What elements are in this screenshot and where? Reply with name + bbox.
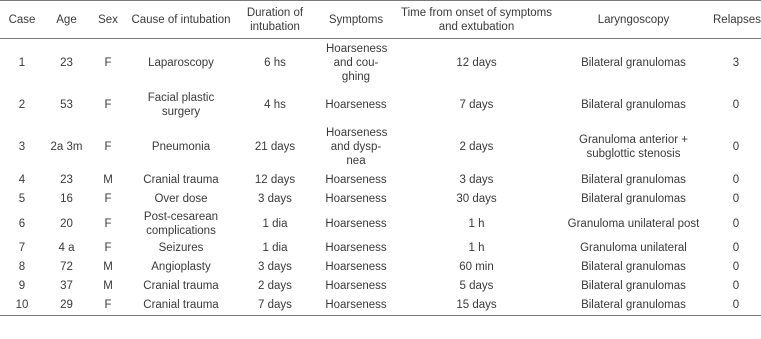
- cell-case: 8: [18, 261, 26, 273]
- cell-symptoms: [315, 39, 397, 87]
- symptoms-text: Hoarseness and dysp-nea: [326, 126, 388, 167]
- table-row: [0, 296, 761, 316]
- header-laryngoscopy: Laryngoscopy: [556, 1, 711, 39]
- cell-sex: F: [104, 242, 112, 254]
- cell-age: 72: [60, 261, 73, 273]
- table-row: [0, 190, 761, 209]
- cell-case: 5: [18, 193, 26, 205]
- cell-relapses: 0: [732, 280, 740, 292]
- cell-relapses: 0: [732, 242, 740, 254]
- cell-laryngoscopy: Bilateral granulomas: [581, 174, 686, 186]
- table-row: [0, 171, 761, 190]
- cell-time: 60 min: [459, 261, 494, 273]
- cell-case: 9: [18, 280, 26, 292]
- header-relapses: Relapses: [711, 1, 761, 39]
- cell-relapses: 0: [732, 140, 740, 153]
- cell-age: 29: [44, 296, 89, 316]
- cell-cause: Cranial trauma: [127, 296, 235, 316]
- cell-age: 53: [60, 98, 73, 111]
- cell-time: 7 days: [459, 98, 494, 111]
- cell-symptoms: [315, 123, 397, 171]
- table-row: [0, 258, 761, 277]
- cell-duration: 6 hs: [264, 56, 286, 69]
- cell-age: 20: [60, 217, 73, 230]
- cell-relapses: 0: [732, 174, 740, 186]
- cell-sex: F: [104, 193, 112, 205]
- header-sex: Sex: [89, 1, 127, 39]
- cell-sex: M: [103, 174, 113, 186]
- header-age: Age: [44, 1, 89, 39]
- header-case: Case: [0, 1, 44, 39]
- cell-cause: Over dose: [154, 193, 208, 205]
- cell-case: 3: [18, 140, 26, 153]
- cell-sex: M: [103, 261, 113, 273]
- cell-time: 12 days: [456, 56, 497, 69]
- cell-relapses: 0: [711, 296, 761, 316]
- cell-symptoms: Hoarseness: [325, 193, 387, 205]
- cell-laryngoscopy: Granuloma unilateral: [580, 242, 687, 254]
- header-cause: Cause of intubation: [127, 1, 235, 39]
- cell-sex: M: [103, 280, 113, 292]
- cell-age: 23: [60, 56, 73, 69]
- cell-cause: Angioplasty: [151, 261, 211, 273]
- cell-duration: 7 days: [235, 296, 315, 316]
- cell-duration: 3 days: [258, 193, 292, 205]
- cell-case: 2: [18, 98, 26, 111]
- cell-sex: F: [104, 98, 112, 111]
- cell-laryngoscopy: Bilateral granulomas: [581, 56, 686, 69]
- cell-duration: 3 days: [258, 261, 292, 273]
- cell-symptoms: Hoarseness: [325, 217, 387, 230]
- cell-case: 7: [18, 242, 26, 254]
- cell-cause: Facial plastic surgery: [147, 91, 215, 118]
- cell-age: 4 a: [58, 242, 75, 254]
- cell-time: 5 days: [459, 280, 494, 292]
- cell-symptoms: Hoarseness: [325, 280, 387, 292]
- cell-cause: Seizures: [158, 242, 204, 254]
- table-row: [0, 123, 761, 171]
- cell-laryngoscopy: Bilateral granulomas: [581, 98, 686, 111]
- cell-symptoms: Hoarseness: [315, 296, 397, 316]
- cell-sex: F: [104, 217, 112, 230]
- cell-duration: 2 days: [258, 280, 292, 292]
- header-time: Time from onset of symptoms and extubation: [397, 1, 556, 39]
- cell-age: 2a 3m: [50, 140, 83, 153]
- header-row: [0, 1, 761, 39]
- cell-sex: F: [104, 56, 112, 69]
- cell-case: 6: [18, 217, 26, 230]
- cell-cause: Pneumonia: [151, 140, 211, 153]
- cell-time: 1 h: [468, 242, 485, 254]
- cell-age: 16: [60, 193, 73, 205]
- cell-time: 2 days: [459, 140, 494, 153]
- cell-time: 3 days: [459, 174, 494, 186]
- table-row: [0, 277, 761, 296]
- cell-cause: Cranial trauma: [143, 174, 219, 186]
- cell-symptoms: Hoarseness: [325, 242, 387, 254]
- cell-duration: 21 days: [254, 140, 296, 153]
- cell-time: 15 days: [397, 296, 556, 316]
- cell-laryngoscopy: Bilateral granulomas: [556, 296, 711, 316]
- cell-sex: F: [89, 296, 127, 316]
- cell-time: 1 h: [468, 217, 485, 230]
- cell-cause: Laparoscopy: [148, 56, 214, 69]
- table-row: [0, 209, 761, 239]
- cell-sex: F: [104, 140, 112, 153]
- cell-laryngoscopy: Bilateral granulomas: [581, 261, 686, 273]
- table-row: [0, 87, 761, 123]
- cell-duration: 1 dia: [262, 217, 288, 230]
- cell-laryngoscopy: Bilateral granulomas: [581, 280, 686, 292]
- header-duration: Duration of intubation: [235, 1, 315, 39]
- cell-symptoms: Hoarseness: [325, 98, 387, 111]
- cell-relapses: 0: [732, 217, 740, 230]
- table-row: [0, 39, 761, 87]
- cell-case: 1: [18, 56, 26, 69]
- symptoms-text: Hoarseness and cou-ghing: [326, 42, 388, 83]
- cell-symptoms: Hoarseness: [325, 174, 387, 186]
- cell-cause: Cranial trauma: [143, 280, 219, 292]
- cell-age: 23: [60, 174, 73, 186]
- cell-laryngoscopy: Bilateral granulomas: [581, 193, 686, 205]
- cell-duration: 1 dia: [262, 242, 288, 254]
- cell-time: 30 days: [456, 193, 497, 205]
- cell-case: 4: [18, 174, 26, 186]
- cell-cause: Post-cesarean complications: [143, 210, 219, 237]
- cell-relapses: 0: [732, 193, 740, 205]
- cell-relapses: 3: [732, 56, 740, 69]
- header-symptoms: Symptoms: [315, 1, 397, 39]
- cell-laryngoscopy: Granuloma unilateral post: [567, 217, 700, 230]
- cell-age: 37: [60, 280, 73, 292]
- cell-relapses: 0: [732, 98, 740, 111]
- cell-symptoms: Hoarseness: [325, 261, 387, 273]
- cell-relapses: 0: [732, 261, 740, 273]
- cell-case: 10: [0, 296, 44, 316]
- cell-duration: 4 hs: [264, 98, 286, 111]
- table-row: [0, 239, 761, 258]
- cell-duration: 12 days: [254, 174, 296, 186]
- cell-laryngoscopy: Granuloma anterior + subglottic stenosis: [579, 133, 688, 160]
